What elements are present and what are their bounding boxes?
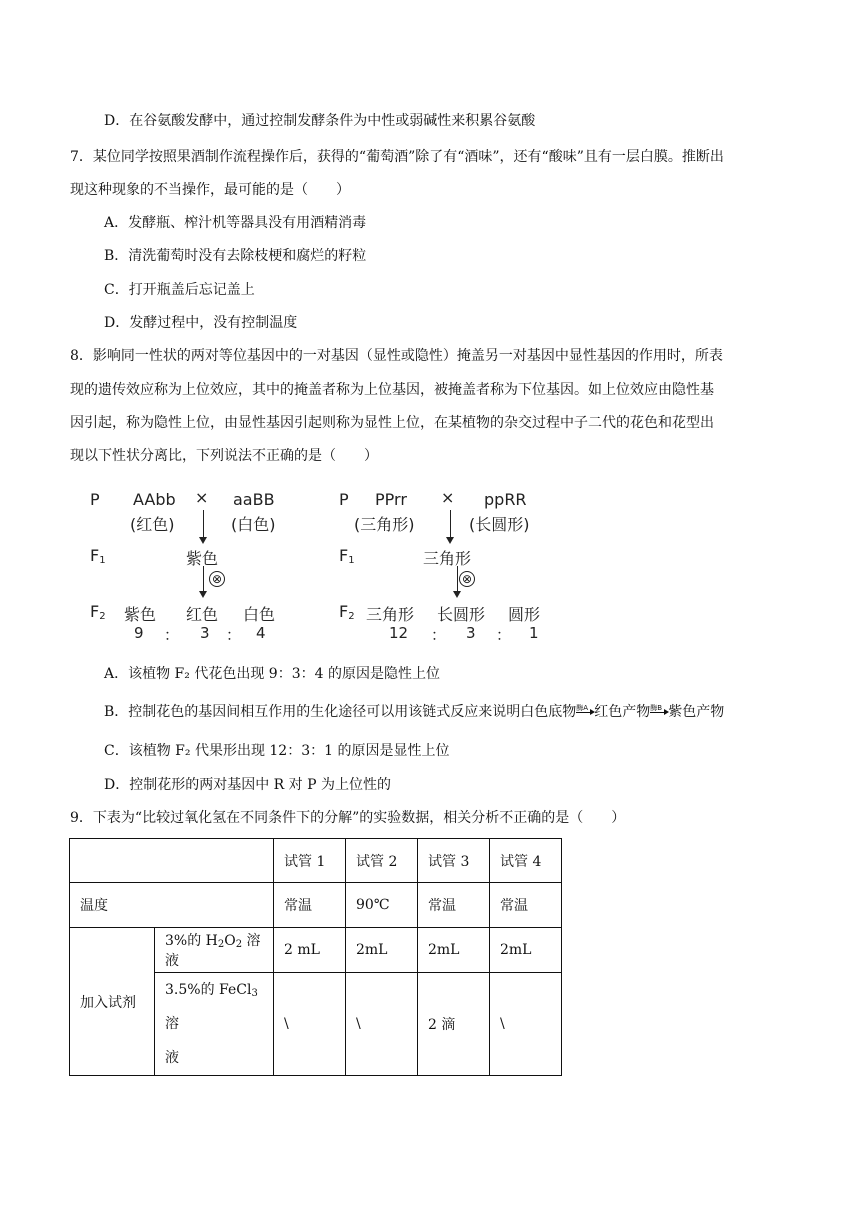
f2-phenotype-3: 圆形 [508,605,541,624]
row-group-label: 加入试剂 [70,928,155,1076]
q7-stem-line2: 现这种现象的不当操作，最可能的是（ ） [70,182,350,198]
q8-stem-line2: 现的遗传效应称为上位效应，其中的掩盖者称为上位基因，被掩盖者称为下位基因。如上位效应由隐性基 [70,382,714,398]
table-cell: 常温 [418,883,490,928]
q8-stem-line4: 现以下性状分离比，下列说法不正确的是（ ） [70,448,378,464]
table-cell: 2 滴 [418,973,490,1076]
selfing-icon: ⊗ [459,571,475,587]
q7-option-c: C．打开瓶盖后忘记盖上 [104,282,255,298]
table-cell: 常温 [274,883,346,928]
q7-option-d: D．发酵过程中，没有控制温度 [104,315,298,331]
table-cell: \ [490,973,562,1076]
table-cell: \ [346,973,418,1076]
arrow-down-icon [457,566,458,596]
ratio-value: 3 [466,624,476,642]
p-generation-label: P [339,490,349,509]
f1-generation-label: $F_1$ [90,546,106,566]
f1-phenotype: 紫色 [186,549,219,568]
q6-option-d: D．在谷氨酸发酵中，通过控制发酵条件为中性或弱碱性来积累谷氨酸 [104,113,536,129]
q8-stem-line1: 8．影响同一性状的两对等位基因中的一对基因（显性或隐性）掩盖另一对基因中显性基因的作用时，所表 [70,348,723,364]
selfing-icon: ⊗ [209,571,225,587]
q7-stem-line1: 7．某位同学按照果酒制作流程操作后，获得的“葡萄酒”除了有“酒味”，还有“酸味”且有一层白膜。推断出 [70,149,724,165]
q7-option-b: B．清洗葡萄时没有去除枝梗和腐烂的籽粒 [104,248,367,264]
table-cell: \ [274,973,346,1076]
q8-option-c: C．该植物 F₂ 代果形出现 12：3：1 的原因是显性上位 [104,743,450,759]
f2-generation-label: $F_2$ [339,602,355,622]
parent1-phenotype: (三角形) [354,515,415,534]
q9-stem: 9．下表为“比较过氧化氢在不同条件下的分解”的实验数据，相关分析不正确的是（ ） [70,810,626,826]
row-label: 温度 [70,883,274,928]
ratio-value: 12 [389,624,409,642]
f2-phenotype-2: 长圆形 [437,605,486,624]
f1-generation-label: $F_1$ [339,546,355,566]
table-cell: 常温 [490,883,562,928]
f2-phenotype-1: 紫色 [124,605,157,624]
ratio-value: 3 [200,624,210,642]
q8-option-b: B．控制花色的基因间相互作用的生化途径可以用该链式反应来说明白色底物 酶A 红色产物 酶B 紫色产物 [104,704,725,720]
ratio-value: 1 [529,624,539,642]
parent2-phenotype: (白色) [231,515,276,534]
f2-phenotype-3: 白色 [243,605,276,624]
f2-phenotype-1: 三角形 [366,605,415,624]
parent2-genotype: aaBB [233,490,275,509]
experiment-table [69,838,562,1076]
ratio-value: 9 [134,624,144,642]
table-header: 试管 1 [274,839,346,883]
f2-generation-label: $F_2$ [90,602,106,622]
q8-option-d: D．控制花形的两对基因中 R 对 P 为上位性的 [104,777,391,793]
ratio-colon: ： [226,626,242,644]
table-corner-cell [70,839,274,883]
table-cell: 2mL [346,928,418,973]
table-cell: 90℃ [346,883,418,928]
cross-symbol: × [441,488,455,507]
q8-option-a: A．该植物 F₂ 代花色出现 9：3：4 的原因是隐性上位 [104,666,440,682]
enzyme-arrow-icon: 酶B [650,706,668,718]
row-label: 3%的 $H_2O_2$ 溶液 [155,928,274,973]
q8-stem-line3: 因引起，称为隐性上位，由显性基因引起则称为显性上位，在某植物的杂交过程中子二代的花色和花型出 [70,415,714,431]
p-generation-label: P [90,490,100,509]
arrow-down-icon [203,566,204,596]
table-row [70,883,562,928]
ratio-colon: ： [164,626,180,644]
row-label: 3.5%的 FeCl$_3$ 溶 液 [155,973,274,1076]
parent2-phenotype: (长圆形) [469,515,530,534]
table-row [70,928,562,973]
arrow-down-icon [203,510,204,542]
ratio-colon: ： [431,626,447,644]
cross-symbol: × [195,488,209,507]
parent1-phenotype: (红色) [130,515,175,534]
parent1-genotype: PPrr [375,490,407,509]
table-cell: 2mL [418,928,490,973]
q7-option-a: A．发酵瓶、榨汁机等器具没有用酒精消毒 [104,215,367,231]
parent2-genotype: ppRR [484,490,527,509]
ratio-value: 4 [256,624,266,642]
f1-phenotype: 三角形 [423,549,472,568]
ratio-colon: ： [496,626,512,644]
arrow-down-icon [450,510,451,542]
table-header: 试管 4 [490,839,562,883]
table-cell: 2 mL [274,928,346,973]
table-header: 试管 2 [346,839,418,883]
table-cell: 2mL [490,928,562,973]
enzyme-arrow-icon: 酶A [576,706,594,718]
table-header: 试管 3 [418,839,490,883]
f2-phenotype-2: 红色 [186,605,219,624]
parent1-genotype: AAbb [133,490,176,509]
